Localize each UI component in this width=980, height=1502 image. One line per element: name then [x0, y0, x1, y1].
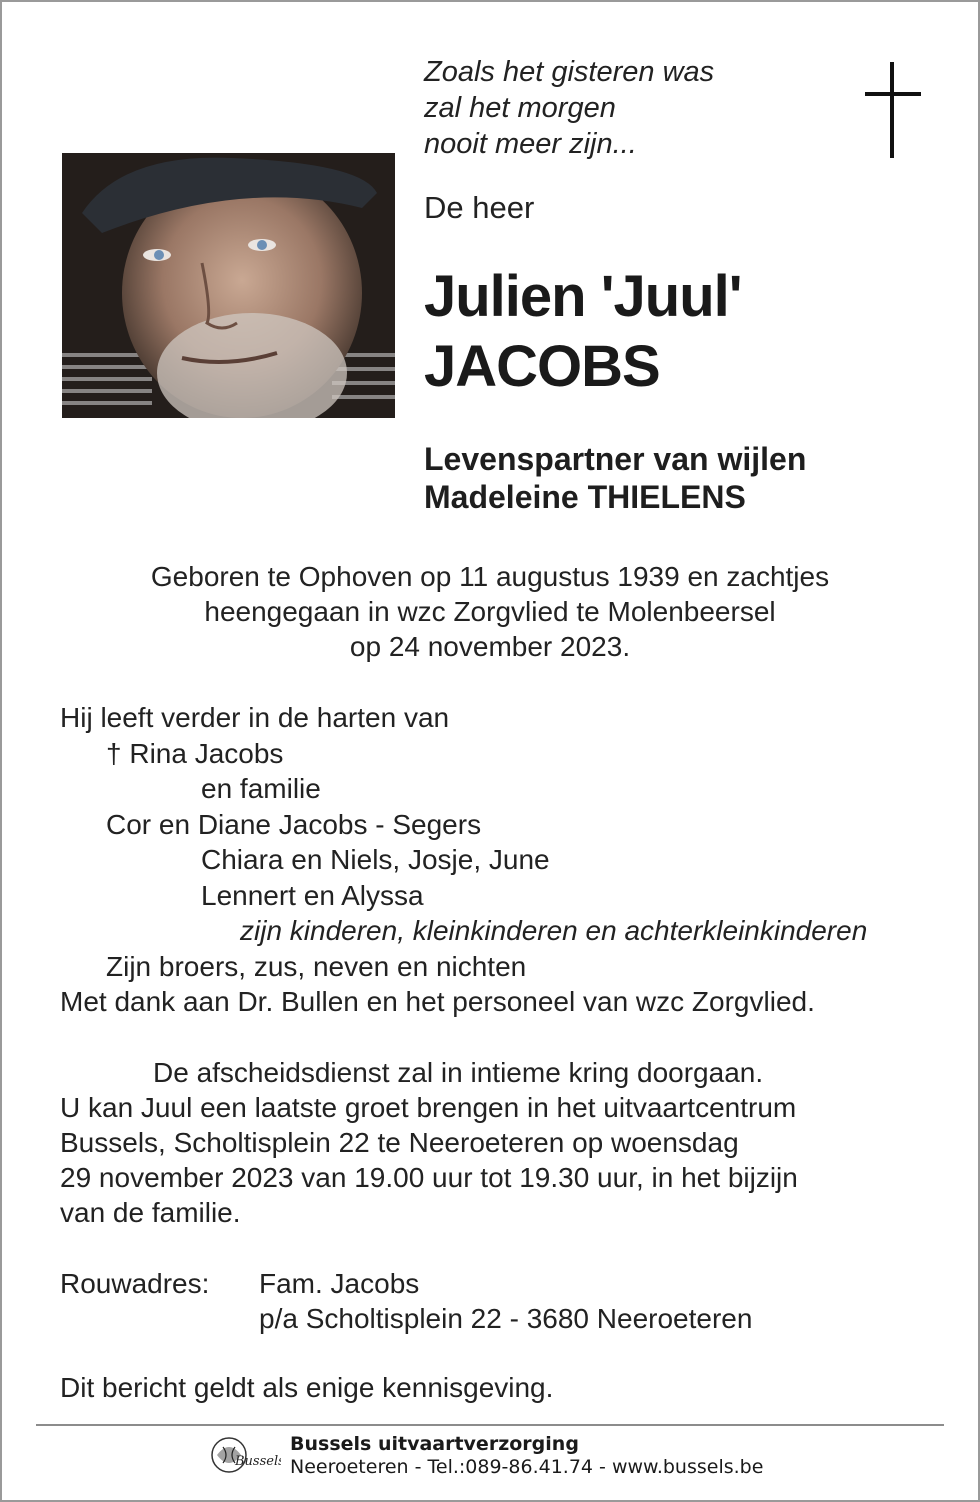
- partner-info: Levenspartner van wijlen Madeleine THIELENS: [424, 441, 807, 515]
- deceased-name: Julien 'Juul' JACOBS: [424, 264, 742, 399]
- company-contact: Neeroeteren - Tel.:089-86.41.74 - www.bussels.be: [290, 1456, 764, 1478]
- list-item: Chiara en Niels, Josje, June: [201, 844, 550, 875]
- svg-text:Bussels: Bussels: [235, 1454, 281, 1469]
- family-relation: zijn kinderen, kleinkinderen en achterkleinkinderen: [240, 915, 868, 946]
- thanks-line: Met dank aan Dr. Bullen en het personeel van wzc Zorgvlied.: [60, 986, 815, 1017]
- company-name: Bussels uitvaartverzorging: [290, 1433, 579, 1455]
- funeral-home-logo: [207, 1433, 281, 1479]
- salutation: De heer: [424, 190, 535, 225]
- funeral-home-info: [290, 1433, 763, 1479]
- list-item: Lennert en Alyssa: [201, 879, 424, 911]
- family-intro: Hij leeft verder in de harten van: [60, 702, 450, 733]
- mourning-address: Rouwadres: Fam. Jacobs p/a Scholtisplein 22 - 3680 Neeroeteren: [60, 1268, 753, 1334]
- list-item: Zijn broers, zus, neven en nichten: [106, 950, 527, 982]
- portrait-photo: [62, 153, 395, 418]
- notice-text: Dit bericht geldt als enige kennisgeving.: [60, 1372, 554, 1403]
- service-info: De afscheidsdienst zal in intieme kring doorgaan. U kan Juul een laatste groet brengen in het uitvaartcentrum Bussels, Scholtisplein 22 te Neeroeteren op woensdag 29 november 2023 van 19.00 uur tot 19.30 uur, in het bijzijn van de familie.: [60, 1057, 798, 1228]
- family-list: [60, 700, 867, 1020]
- list-item: † Rina Jacobs: [106, 737, 284, 769]
- memorial-quote: Zoals het gisteren was zal het morgen nooit meer zijn...: [424, 56, 715, 160]
- cross-icon: [862, 62, 922, 158]
- address-label: Rouwadres:: [60, 1268, 210, 1299]
- list-item: en familie: [201, 773, 321, 804]
- birth-death-info: Geboren te Ophoven op 11 augustus 1939 en zachtjes heengegaan in wzc Zorgvlied te Molenbeersel op 24 november 2023.: [150, 561, 830, 662]
- divider: [36, 1424, 944, 1426]
- list-item: Cor en Diane Jacobs - Segers: [106, 808, 482, 840]
